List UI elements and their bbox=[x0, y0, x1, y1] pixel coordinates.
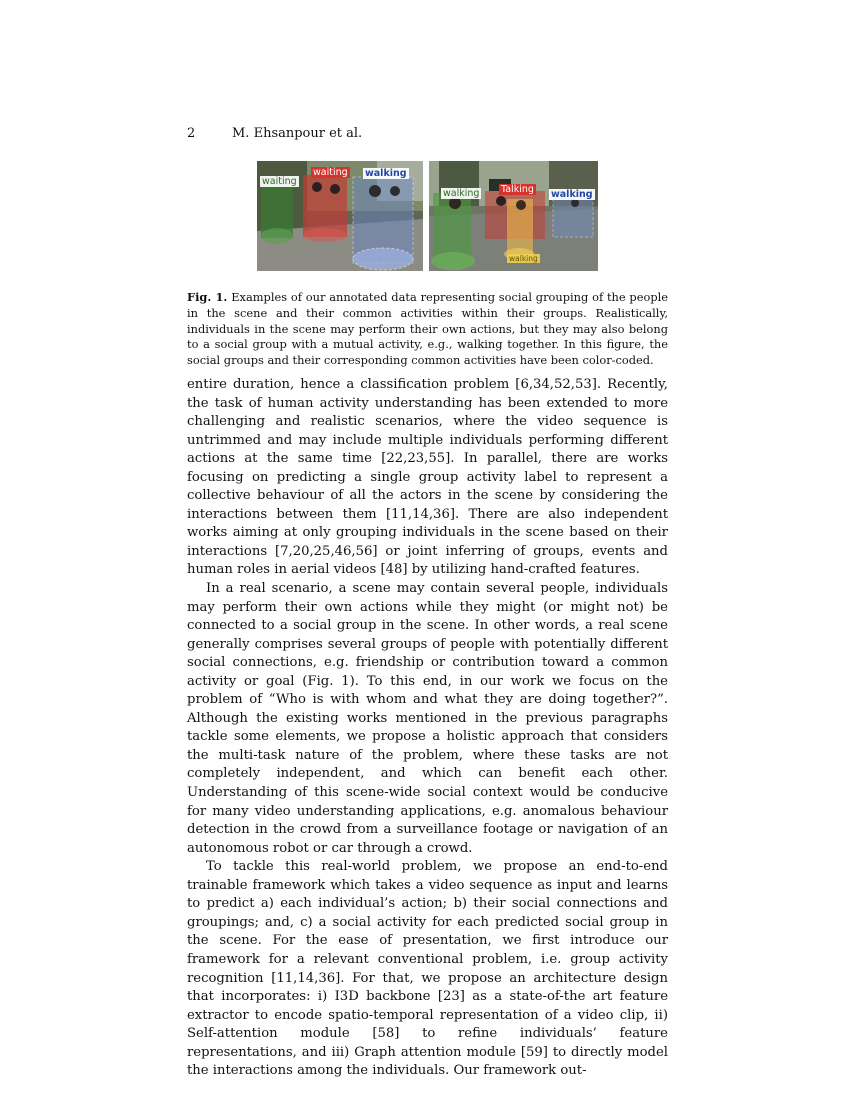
figure-right-photo bbox=[429, 161, 598, 271]
running-authors: M. Ehsanpour et al. bbox=[232, 126, 363, 141]
paragraph-3: To tackle this real-world problem, we propose an end-to-end trainable framework which takes a video sequence as input and learns to predict a) each individual’s action; b) their social connections and groupings; and, c) a social activity for each predicted social group in the scene. For the ease of presentation, we first introduce our framework for a relevant conventional problem, i.e. group activity recognition [11,14,36]. For that, we propose an architecture design that incorporates: i) I3D backbone [23] as a state-of-the art feature extractor to encode spatio-temporal representation of a video clip, ii) Self-attention module [58] to refine individuals’ feature representations, and iii) Graph attention module [59] to directly model the interactions among the individuals. Our framework out- bbox=[187, 859, 668, 1079]
figure-caption-text: Examples of our annotated data representing social grouping of the people in the scene and their common activities within their groups. Realistically, individuals in the scene may perform their own actions, but they may also belong to a social group with a mutual activity, e.g., walking together. In this figure, the social groups and their corresponding common activities have been color-coded. bbox=[187, 290, 668, 368]
figure-label: Fig. 1. bbox=[187, 290, 228, 304]
body-text bbox=[187, 376, 668, 1081]
label-waiting-green: waiting bbox=[262, 176, 297, 187]
figure-left-photo bbox=[257, 161, 423, 271]
label-talking-red: Talking bbox=[501, 184, 534, 195]
label-walking-blue: walking bbox=[365, 168, 407, 179]
page-number: 2 bbox=[187, 126, 196, 141]
paragraph-2: In a real scenario, a scene may contain several people, individuals may perform their own actions while they might (or might not) be connected to a social group in the scene. In other words, a real scene generally comprises several groups of people with potentially different social connections, e.g. friendship or contribution toward a common activity or goal (Fig. 1). To this end, in our work we focus on the problem of “Who is with whom and what they are doing together?”. Although the existing works mentioned in the previous paragraphs tackle some elements, we propose a holistic approach that considers the multi-task nature of the problem, where these tasks are not completely independent, and which can benefit each other. Understanding of this scene-wide social context would be conducive for many video understanding applications, e.g. anomalous behaviour detection in the crowd from a surveillance footage or navigation of an autonomous robot or car through a crowd. bbox=[187, 581, 668, 856]
label-walking-yellow: walking bbox=[509, 254, 538, 263]
paragraph-1: entire duration, hence a classification problem [6,34,52,53]. Recently, the task of human activity understanding has been extended to more challenging and realistic scenarios, where the video sequence is untrimmed and may include multiple individuals performing different actions at the same time [22,23,55]. In parallel, there are works focusing on predicting a single group activity label to represent a collective behaviour of all the actors in the scene by considering the interactions between them [11,14,36]. There are also independent works aiming at only grouping individuals in the scene based on their interactions [7,20,25,46,56] or joint inferring of groups, events and human roles in aerial videos [48] by utilizing hand-crafted features. bbox=[187, 377, 668, 578]
label-walking-green: walking bbox=[443, 188, 480, 199]
label-waiting-red: waiting bbox=[313, 167, 348, 178]
label-walking-blue: walking bbox=[551, 189, 593, 200]
figure-caption bbox=[187, 290, 668, 369]
